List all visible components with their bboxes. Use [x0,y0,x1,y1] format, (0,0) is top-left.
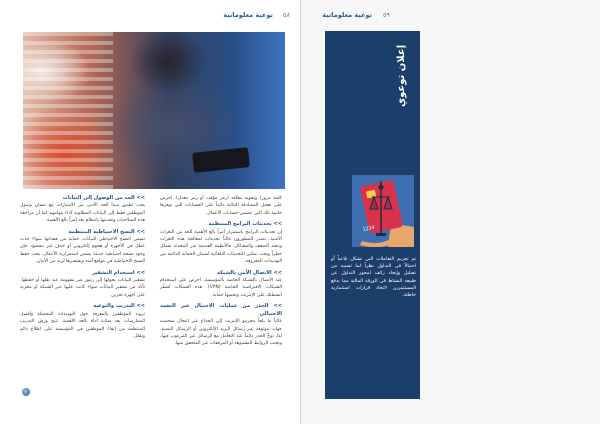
text-column-right [160,195,282,348]
section-heading: >> الحد من الوصول إلى البيانات [62,195,145,201]
section-paragraph: تضمن النسخ الاحتياطي للبيانات حماية من فقدانها سواء حدث عطل في الأجهزة أو هجوم إلكتروني أو حذف غير مقصود. فإن وجود نسخة احتياطية حديثة يضمن استمرارية الأعمال. يجب حفظ النسخ الاحتياطية في مواقع آمنة وتشفيرها لزيد من الأمان. [20,237,145,265]
section-heading: >> الحذر من عمليات الاحتيال عبر التصيد الاحتيالي [160,303,282,317]
section-paragraph: عند الاتصال بالشبكة الخاصة بالمؤسسة، احرص على استخدام الشبكات الافتراضية الخاصة (VPN). هذه الشبكات تُشفّر أنشطتك على الإنترنت وتحميها حماية. [160,278,282,298]
card-fraud-illustration [352,175,414,247]
hacker-photo [23,32,285,189]
section-paragraph: تشفير البيانات يحولها إلى رموز غير مفهومة عند نقلها أو حفظها. تأكد من تشفير البيانات سواء كانت عليها عبر الشبكة أو مخزنة على أجهزة تخزين. [20,278,145,298]
section-paragraph: غالباً ما يلجأ مجرمو الإنترنت إلى الخداع عبر انتحال شخصية جهات موثوقة عبر رسائل البريد الإلكتروني أو الرسائل النصية. لذا، توخّ الحذر دائماً عند التعامل مع الرسائل غير المرغوب فيها، وتجنب الروابط المشبوهة أو المرفقات غير المتحقق منها. [160,319,282,347]
text-column-left [20,195,145,340]
section-heading: >> النسخ الاحتياطية المنتظمة [68,228,145,235]
card-digits: 1234 [362,224,376,234]
awareness-sidebar [325,31,420,399]
phone-in-hand [192,147,250,173]
section-heading: >> الاتصال الآمن بالشبكة [217,269,282,276]
page-number-left: ٥٨ [283,11,290,19]
page-number-right: ٥٩ [383,11,390,19]
window-blinds [23,32,113,189]
section-heading: >> التدريب والتوعية [93,303,145,310]
running-header-left: توعية معلوماتية [223,11,273,19]
running-header-right: توعية معلوماتية [322,11,372,19]
card-hand-icon [352,175,414,247]
section-heading: >> استخدام التشفير [92,269,145,276]
section-heading: >> تحديثات البرامج المنتظمة [208,221,282,228]
right-page [301,0,600,424]
sidebar-title: إعلان توعوي [396,44,407,108]
section-paragraph: يجب تطبيق مبدأ الحد الأدنى من الامتيازات مع ضمان وصول الموظفين فقط إلى البيانات المطلوبة لأداء مهامهم كما أن مراجعة هذه الصلاحيات وتحديثها بانتظام يعد أمراً بالغ الأهمية. [20,203,145,224]
section-paragraph: تزويد الموظفين بالمعرفة حول التهديدات المحتملة وأفضل الممارسات يعد بمثابة أداة بالغة الأهمية. تتيح ورش التدريب المنتظمة من إبقاء الموظفين في المؤسسة على اطلاع دائم وتقلل. [20,311,145,339]
page-corner-icon [22,388,30,396]
section-paragraph: كلمة مرور) وتحويه بطاقة (رمز مؤقت أو رمز معدل). احرص على تفعيل المصادقة الثنائية دائماً على الحسابات التي توفرها خاصة تلك التي تتضمن حسابات الأعمال. [160,196,282,216]
sidebar-tab [327,128,340,248]
sidebar-paragraph: تم تجريم التعاملات التي تشكل تلاعباً أو احتيالاً في التداول نظراً لما تسببه من تضليل وإيجاد زائف لمحور التداول عن طبيعة النشاط في الورقة المالية مما يدفع المستثمرين لاتخاذ قرارات استثمارية خاطئة. [331,257,416,299]
section-paragraph: إن تحديثات البرامج باستمرار أمراً بالغ الأهمية للحد من الثغرات الأمنية. تصدر المطورون غالباً تحديثات لمعالجة هذه الثغرات وتنفيذ الضعف والمشاكل. فالأنظمة القديمة غير المحدثة تشكل خطراً ويجب تمكين التحديثات التلقائية لضمان الحماية الدائمة من التهديدات المعروفة. [160,229,282,265]
